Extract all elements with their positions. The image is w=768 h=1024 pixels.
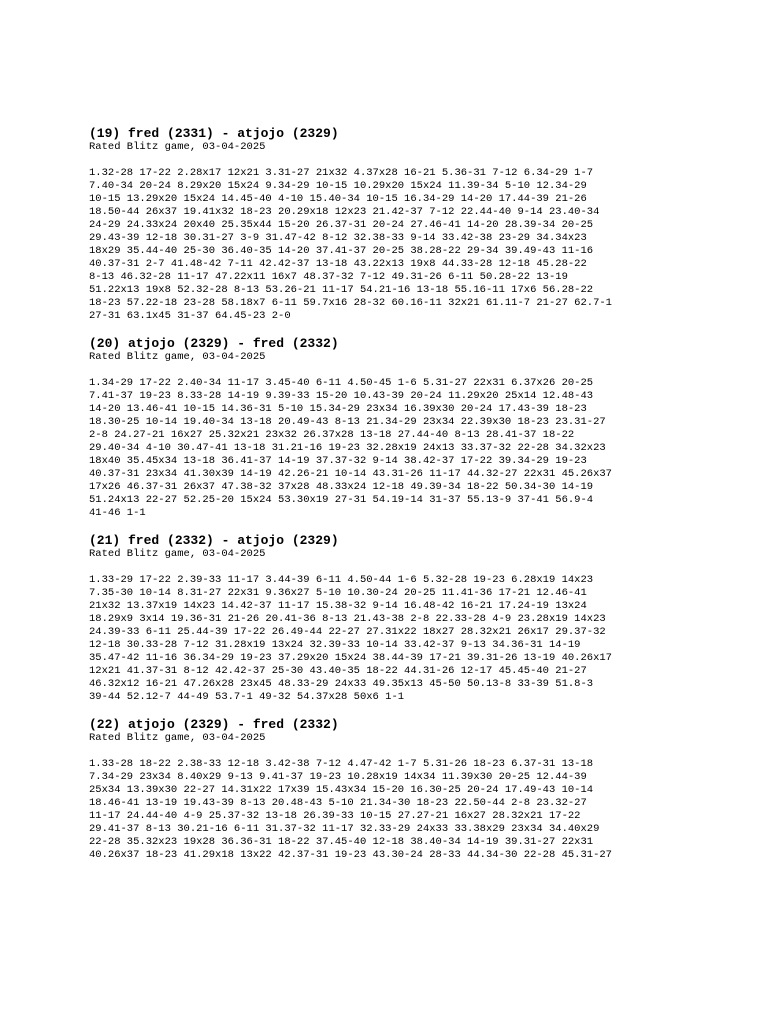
moves-line: 40.37-31 23x34 41.30x39 14-19 42.26-21 10-14 43.31-26 11-17 44.32-27 22x31 45.26x37 [89,468,612,480]
moves-line: 40.37-31 2-7 41.48-42 7-11 42.42-37 13-18 43.22x13 19x8 44.33-28 12-18 45.28-22 [89,258,587,270]
moves-line: 18x29 35.44-40 25-30 36.40-35 14-20 37.41-37 20-25 38.28-22 29-34 39.49-43 11-16 [89,245,594,257]
moves-line: 12-18 30.33-28 7-12 31.28x19 13x24 32.39-33 10-14 33.42-37 9-13 34.36-31 14-19 [89,639,581,651]
moves-line: 40.26x37 18-23 41.29x18 13x22 42.37-31 19-23 43.30-24 28-33 44.34-30 22-28 45.31-27 [89,849,612,861]
game-meta: Rated Blitz game, 03-04-2025 [89,141,266,153]
game-moves [89,574,689,704]
game-moves [89,167,689,323]
game-record [89,126,689,323]
game-moves [89,758,689,862]
moves-line: 18.29x9 3x14 19.36-31 21-26 20.41-36 8-13 21.43-38 2-8 22.33-28 4-9 23.28x19 14x23 [89,613,606,625]
moves-line: 18x40 35.45x34 13-18 36.41-37 14-19 37.37-32 9-14 38.42-37 17-22 39.34-29 19-23 [89,455,587,467]
moves-line: 35.47-42 11-16 36.34-29 19-23 37.29x20 15x24 38.44-39 17-21 39.31-26 13-19 40.26x17 [89,652,612,664]
moves-line: 22-28 35.32x23 19x28 36.36-31 18-22 37.45-40 12-18 38.40-34 14-19 39.31-27 22x31 [89,836,594,848]
game-title: (19) fred (2331) - atjojo (2329) [89,126,339,141]
moves-line: 8-13 46.32-28 11-17 47.22x11 16x7 48.37-32 7-12 49.31-26 6-11 50.28-22 13-19 [89,271,568,283]
document-page [89,126,689,862]
moves-line: 29.41-37 8-13 30.21-16 6-11 31.37-32 11-17 32.33-29 24x33 33.38x29 23x34 34.40x29 [89,823,600,835]
game-title: (21) fred (2332) - atjojo (2329) [89,533,339,548]
moves-line: 29.40-34 4-10 30.47-41 13-18 31.21-16 19-23 32.28x19 24x13 33.37-32 22-28 34.32x23 [89,442,606,454]
moves-line: 24-29 24.33x24 20x40 25.35x44 15-20 26.37-31 20-24 27.46-41 14-20 28.39-34 20-25 [89,219,594,231]
moves-line: 7.34-29 23x34 8.40x29 9-13 9.41-37 19-23 10.28x19 14x34 11.39x30 20-25 12.44-39 [89,771,587,783]
game-title: (22) atjojo (2329) - fred (2332) [89,717,339,732]
moves-line: 18-23 57.22-18 23-28 58.18x7 6-11 59.7x16 28-32 60.16-11 32x21 61.11-7 21-27 62.7-1 [89,297,612,309]
moves-line: 18.46-41 13-19 19.43-39 8-13 20.48-43 5-10 21.34-30 18-23 22.50-44 2-8 23.32-27 [89,797,587,809]
moves-line: 21x32 13.37x19 14x23 14.42-37 11-17 15.38-32 9-14 16.48-42 16-21 17.24-19 13x24 [89,600,587,612]
moves-line: 11-17 24.44-40 4-9 25.37-32 13-18 26.39-33 10-15 27.27-21 16x27 28.32x21 17-22 [89,810,581,822]
moves-line: 25x34 13.39x30 22-27 14.31x22 17x39 15.43x34 15-20 16.30-25 20-24 17.49-43 10-14 [89,784,594,796]
game-moves [89,377,689,520]
moves-line: 1.33-29 17-22 2.39-33 11-17 3.44-39 6-11 4.50-44 1-6 5.32-28 19-23 6.28x19 14x23 [89,574,594,586]
moves-line: 12x21 41.37-31 8-12 42.42-37 25-30 43.40-35 18-22 44.31-26 12-17 45.45-40 21-27 [89,665,587,677]
moves-line: 1.32-28 17-22 2.28x17 12x21 3.31-27 21x32 4.37x28 16-21 5.36-31 7-12 6.34-29 1-7 [89,167,594,179]
moves-line: 7.40-34 20-24 8.29x20 15x24 9.34-29 10-15 10.29x20 15x24 11.39-34 5-10 12.34-29 [89,180,587,192]
moves-line: 27-31 63.1x45 31-37 64.45-23 2-0 [89,310,291,322]
moves-line: 10-15 13.29x20 15x24 14.45-40 4-10 15.40-34 10-15 16.34-29 14-20 17.44-39 21-26 [89,193,587,205]
game-title: (20) atjojo (2329) - fred (2332) [89,336,339,351]
moves-line: 46.32x12 16-21 47.26x28 23x45 48.33-29 24x33 49.35x13 45-50 50.13-8 33-39 51.8-3 [89,678,594,690]
moves-line: 17x26 46.37-31 26x37 47.38-32 37x28 48.33x24 12-18 49.39-34 18-22 50.34-30 14-19 [89,481,594,493]
game-record [89,533,689,704]
moves-line: 18.50-44 26x37 19.41x32 18-23 20.29x18 12x23 21.42-37 7-12 22.44-40 9-14 23.40-34 [89,206,600,218]
game-record [89,336,689,520]
moves-line: 39-44 52.12-7 44-49 53.7-1 49-32 54.37x28 50x6 1-1 [89,691,405,703]
moves-line: 24.39-33 6-11 25.44-39 17-22 26.49-44 22-27 27.31x22 18x27 28.32x21 26x17 29.37-32 [89,626,606,638]
game-record [89,717,689,862]
moves-line: 1.34-29 17-22 2.40-34 11-17 3.45-40 6-11 4.50-45 1-6 5.31-27 22x31 6.37x26 20-25 [89,377,594,389]
moves-line: 14-20 13.46-41 10-15 14.36-31 5-10 15.34-29 23x34 16.39x30 20-24 17.43-39 18-23 [89,403,587,415]
moves-line: 18.30-25 10-14 19.40-34 13-18 20.49-43 8-13 21.34-29 23x34 22.39x30 18-23 23.31-27 [89,416,606,428]
moves-line: 41-46 1-1 [89,507,146,519]
moves-line: 1.33-28 18-22 2.38-33 12-18 3.42-38 7-12 4.47-42 1-7 5.31-26 18-23 6.37-31 13-18 [89,758,594,770]
moves-line: 2-8 24.27-21 16x27 25.32x21 23x32 26.37x28 13-18 27.44-40 8-13 28.41-37 18-22 [89,429,575,441]
moves-line: 51.22x13 19x8 52.32-28 8-13 53.26-21 11-17 54.21-16 13-18 55.16-11 17x6 56.28-22 [89,284,594,296]
game-meta: Rated Blitz game, 03-04-2025 [89,351,266,363]
moves-line: 29.43-39 12-18 30.31-27 3-9 31.47-42 8-12 32.38-33 9-14 33.42-38 23-29 34.34x23 [89,232,587,244]
moves-line: 51.24x13 22-27 52.25-20 15x24 53.30x19 27-31 54.19-14 31-37 55.13-9 37-41 56.9-4 [89,494,594,506]
moves-line: 7.35-30 10-14 8.31-27 22x31 9.36x27 5-10 10.30-24 20-25 11.41-36 17-21 12.46-41 [89,587,587,599]
game-meta: Rated Blitz game, 03-04-2025 [89,732,266,744]
moves-line: 7.41-37 19-23 8.33-28 14-19 9.39-33 15-20 10.43-39 20-24 11.29x20 25x14 12.48-43 [89,390,594,402]
game-meta: Rated Blitz game, 03-04-2025 [89,548,266,560]
